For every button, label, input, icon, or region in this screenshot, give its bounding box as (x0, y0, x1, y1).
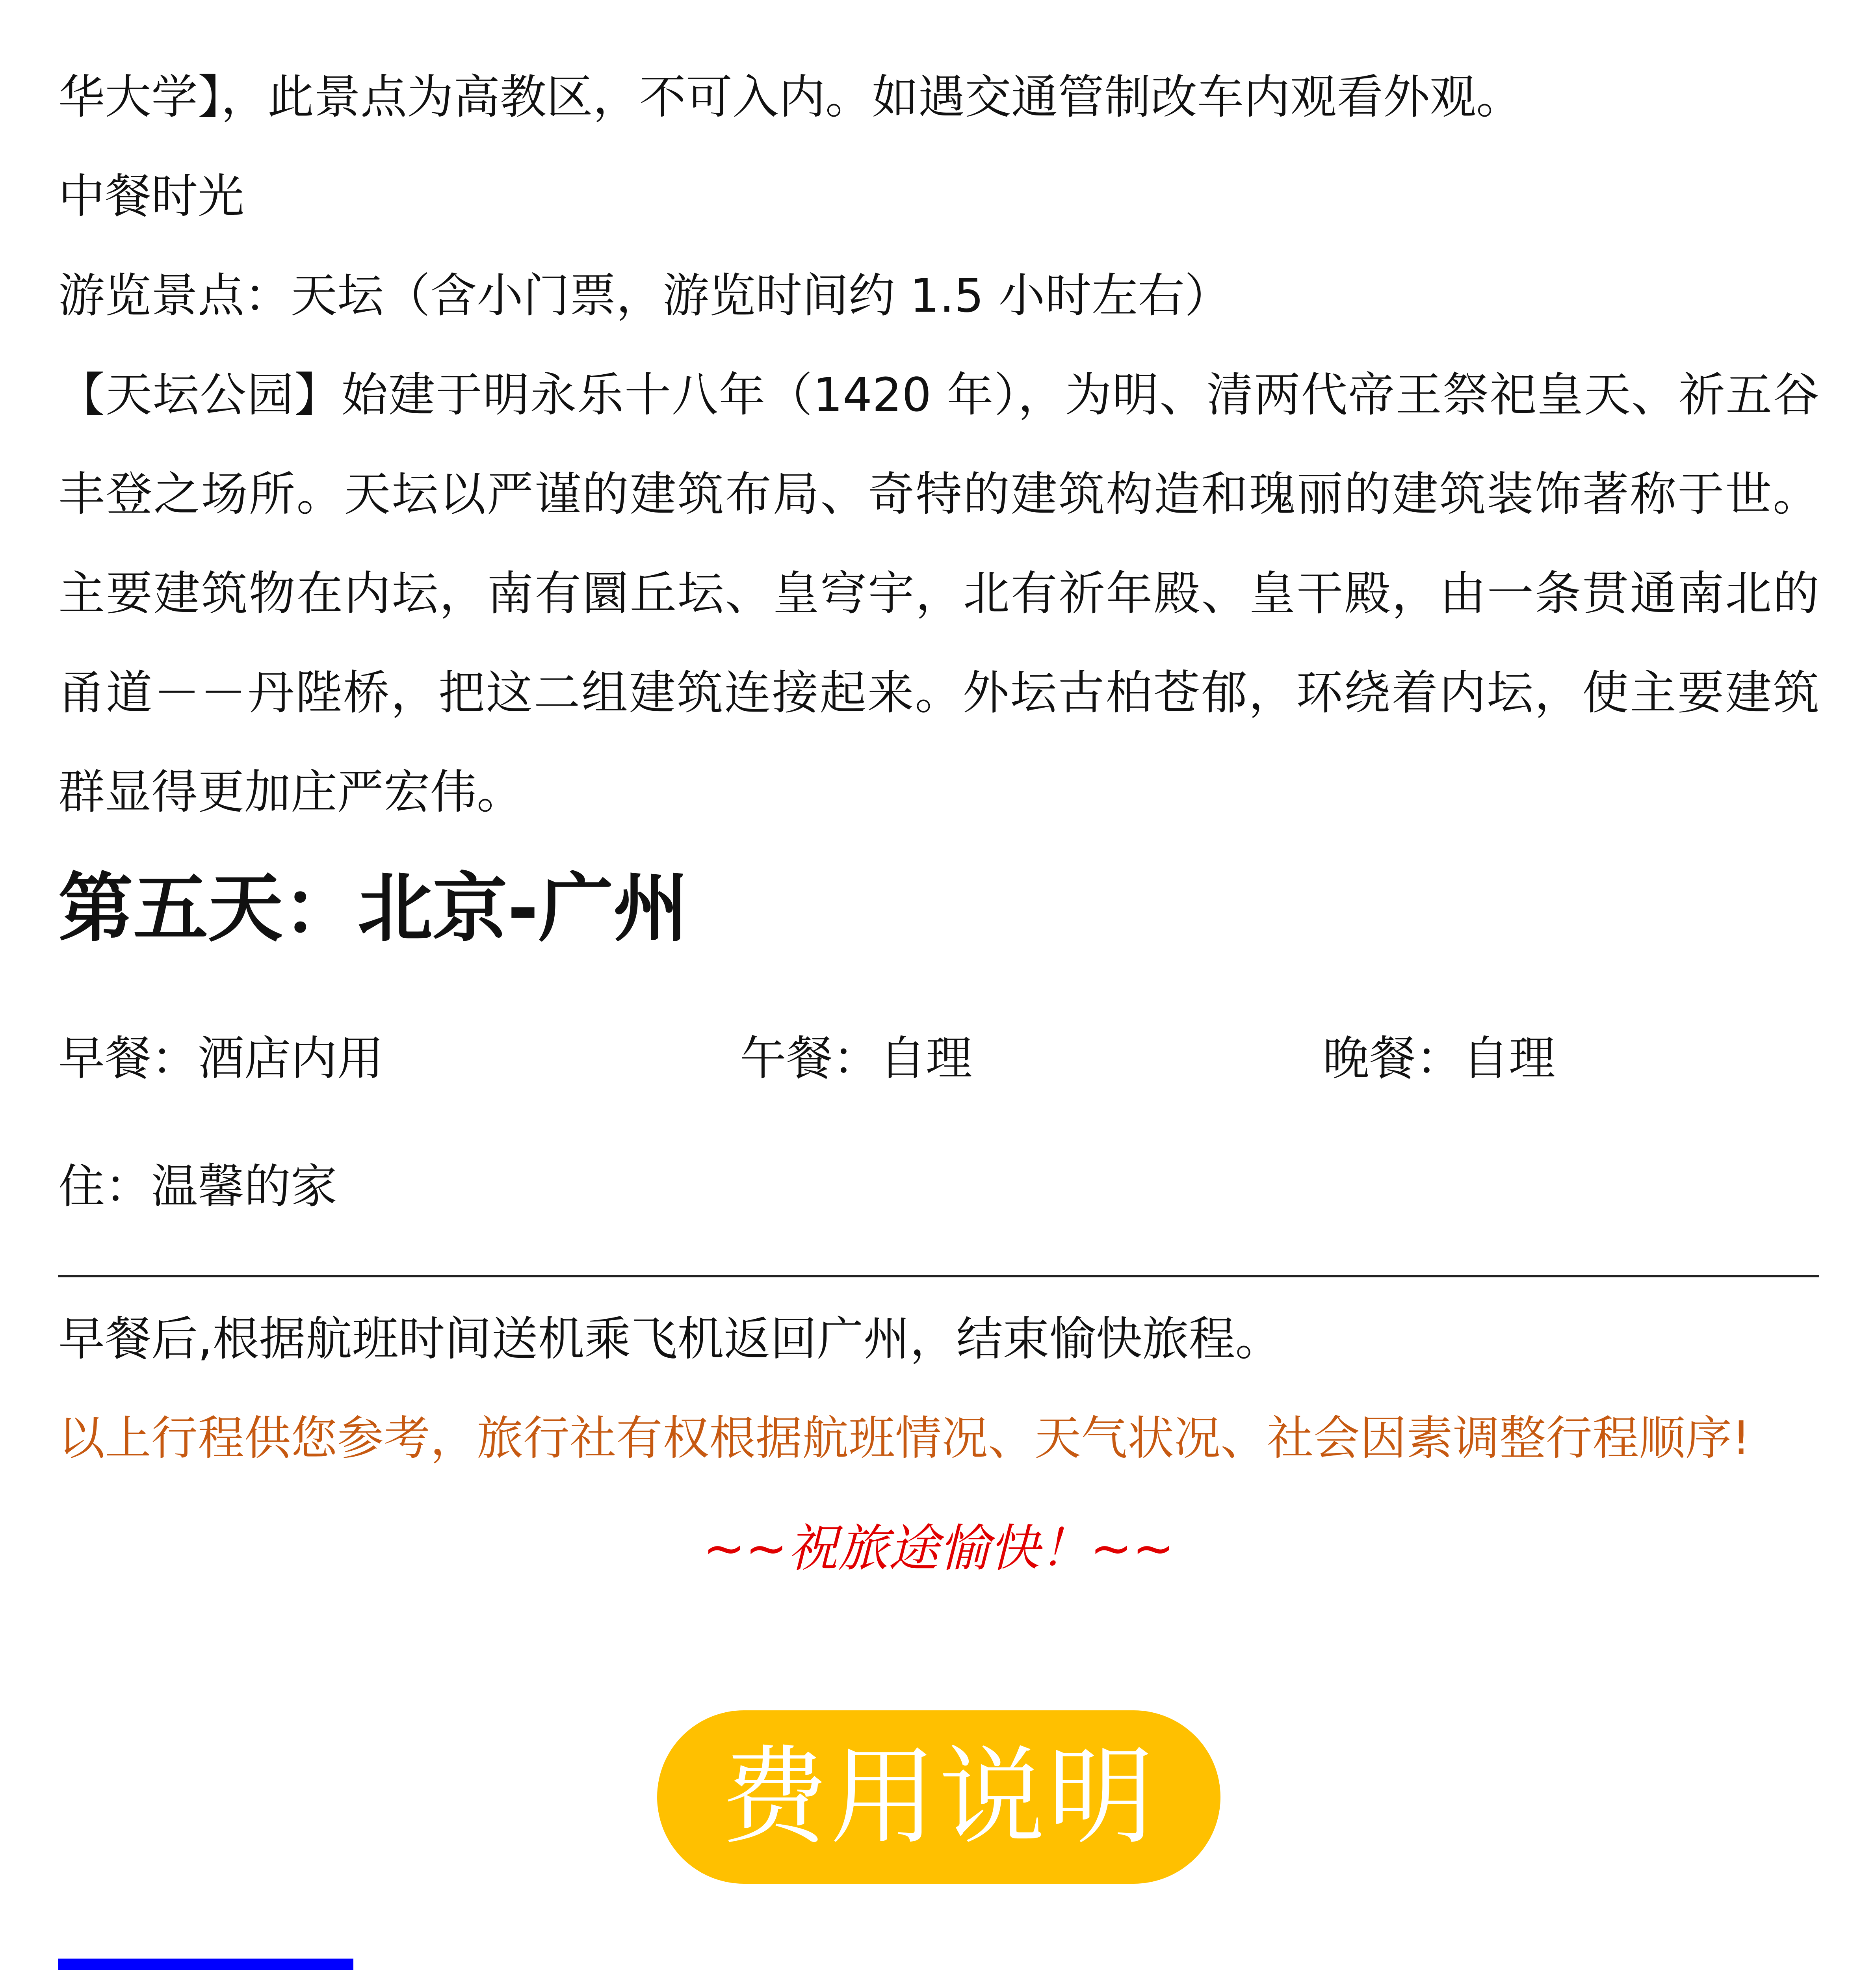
scenic-line: 游览景点：天坛（含小门票，游览时间约 1.5 小时左右） (58, 268, 1231, 323)
divider-line (58, 1275, 1819, 1277)
temple-paragraph: 【天坛公园】始建于明永乐十八年（1420 年），为明、清两代帝王祭祀皇天、祈五谷丰登之场所。天坛以严谨的建筑布局、奇特的建筑构造和瑰丽的建筑装饰著称于世。主要建筑物在内坛，南有圜丘坛、皇穹宇，北有祈年殿、皇干殿，由一条贯通南北的甬道－－丹陛桥，把这二组建筑连接起来。外坛古柏苍郁，环绕着内坛，使主要建筑群显得更加庄严宏伟。 (58, 368, 1819, 819)
wish-text: ~~祝旅途愉快！~~ (703, 1519, 1175, 1578)
lunch-line: 中餐时光 (58, 169, 245, 223)
fee-section-head (58, 1959, 1819, 1970)
intro-line: 华大学】，此景点为高教区，不可入内。如遇交通管制改车内观看外观。 (58, 70, 1523, 124)
day-five-description: 早餐后,根据航班时间送机乘飞机返回广州，结束愉快旅程。 (58, 1312, 1282, 1366)
dinner-info: 晚餐：自理 (1323, 1031, 1556, 1085)
breakfast-info: 早餐：酒店内用 (58, 1031, 384, 1085)
itinerary-note: 以上行程供您参考，旅行社有权根据航班情况、天气状况、社会因素调整行程顺序! (58, 1411, 1751, 1465)
fee-included-label (58, 1959, 353, 1970)
meals-row (58, 1019, 1819, 1098)
day-five-title: 第五天：北京-广州 (58, 865, 688, 952)
stay-info: 住：温馨的家 (58, 1159, 338, 1214)
fee-banner-wrap (58, 1710, 1819, 1884)
lunch-info: 午餐：自理 (740, 1031, 973, 1085)
document-content (58, 47, 1819, 1970)
fee-banner: 费用说明 (657, 1710, 1220, 1884)
